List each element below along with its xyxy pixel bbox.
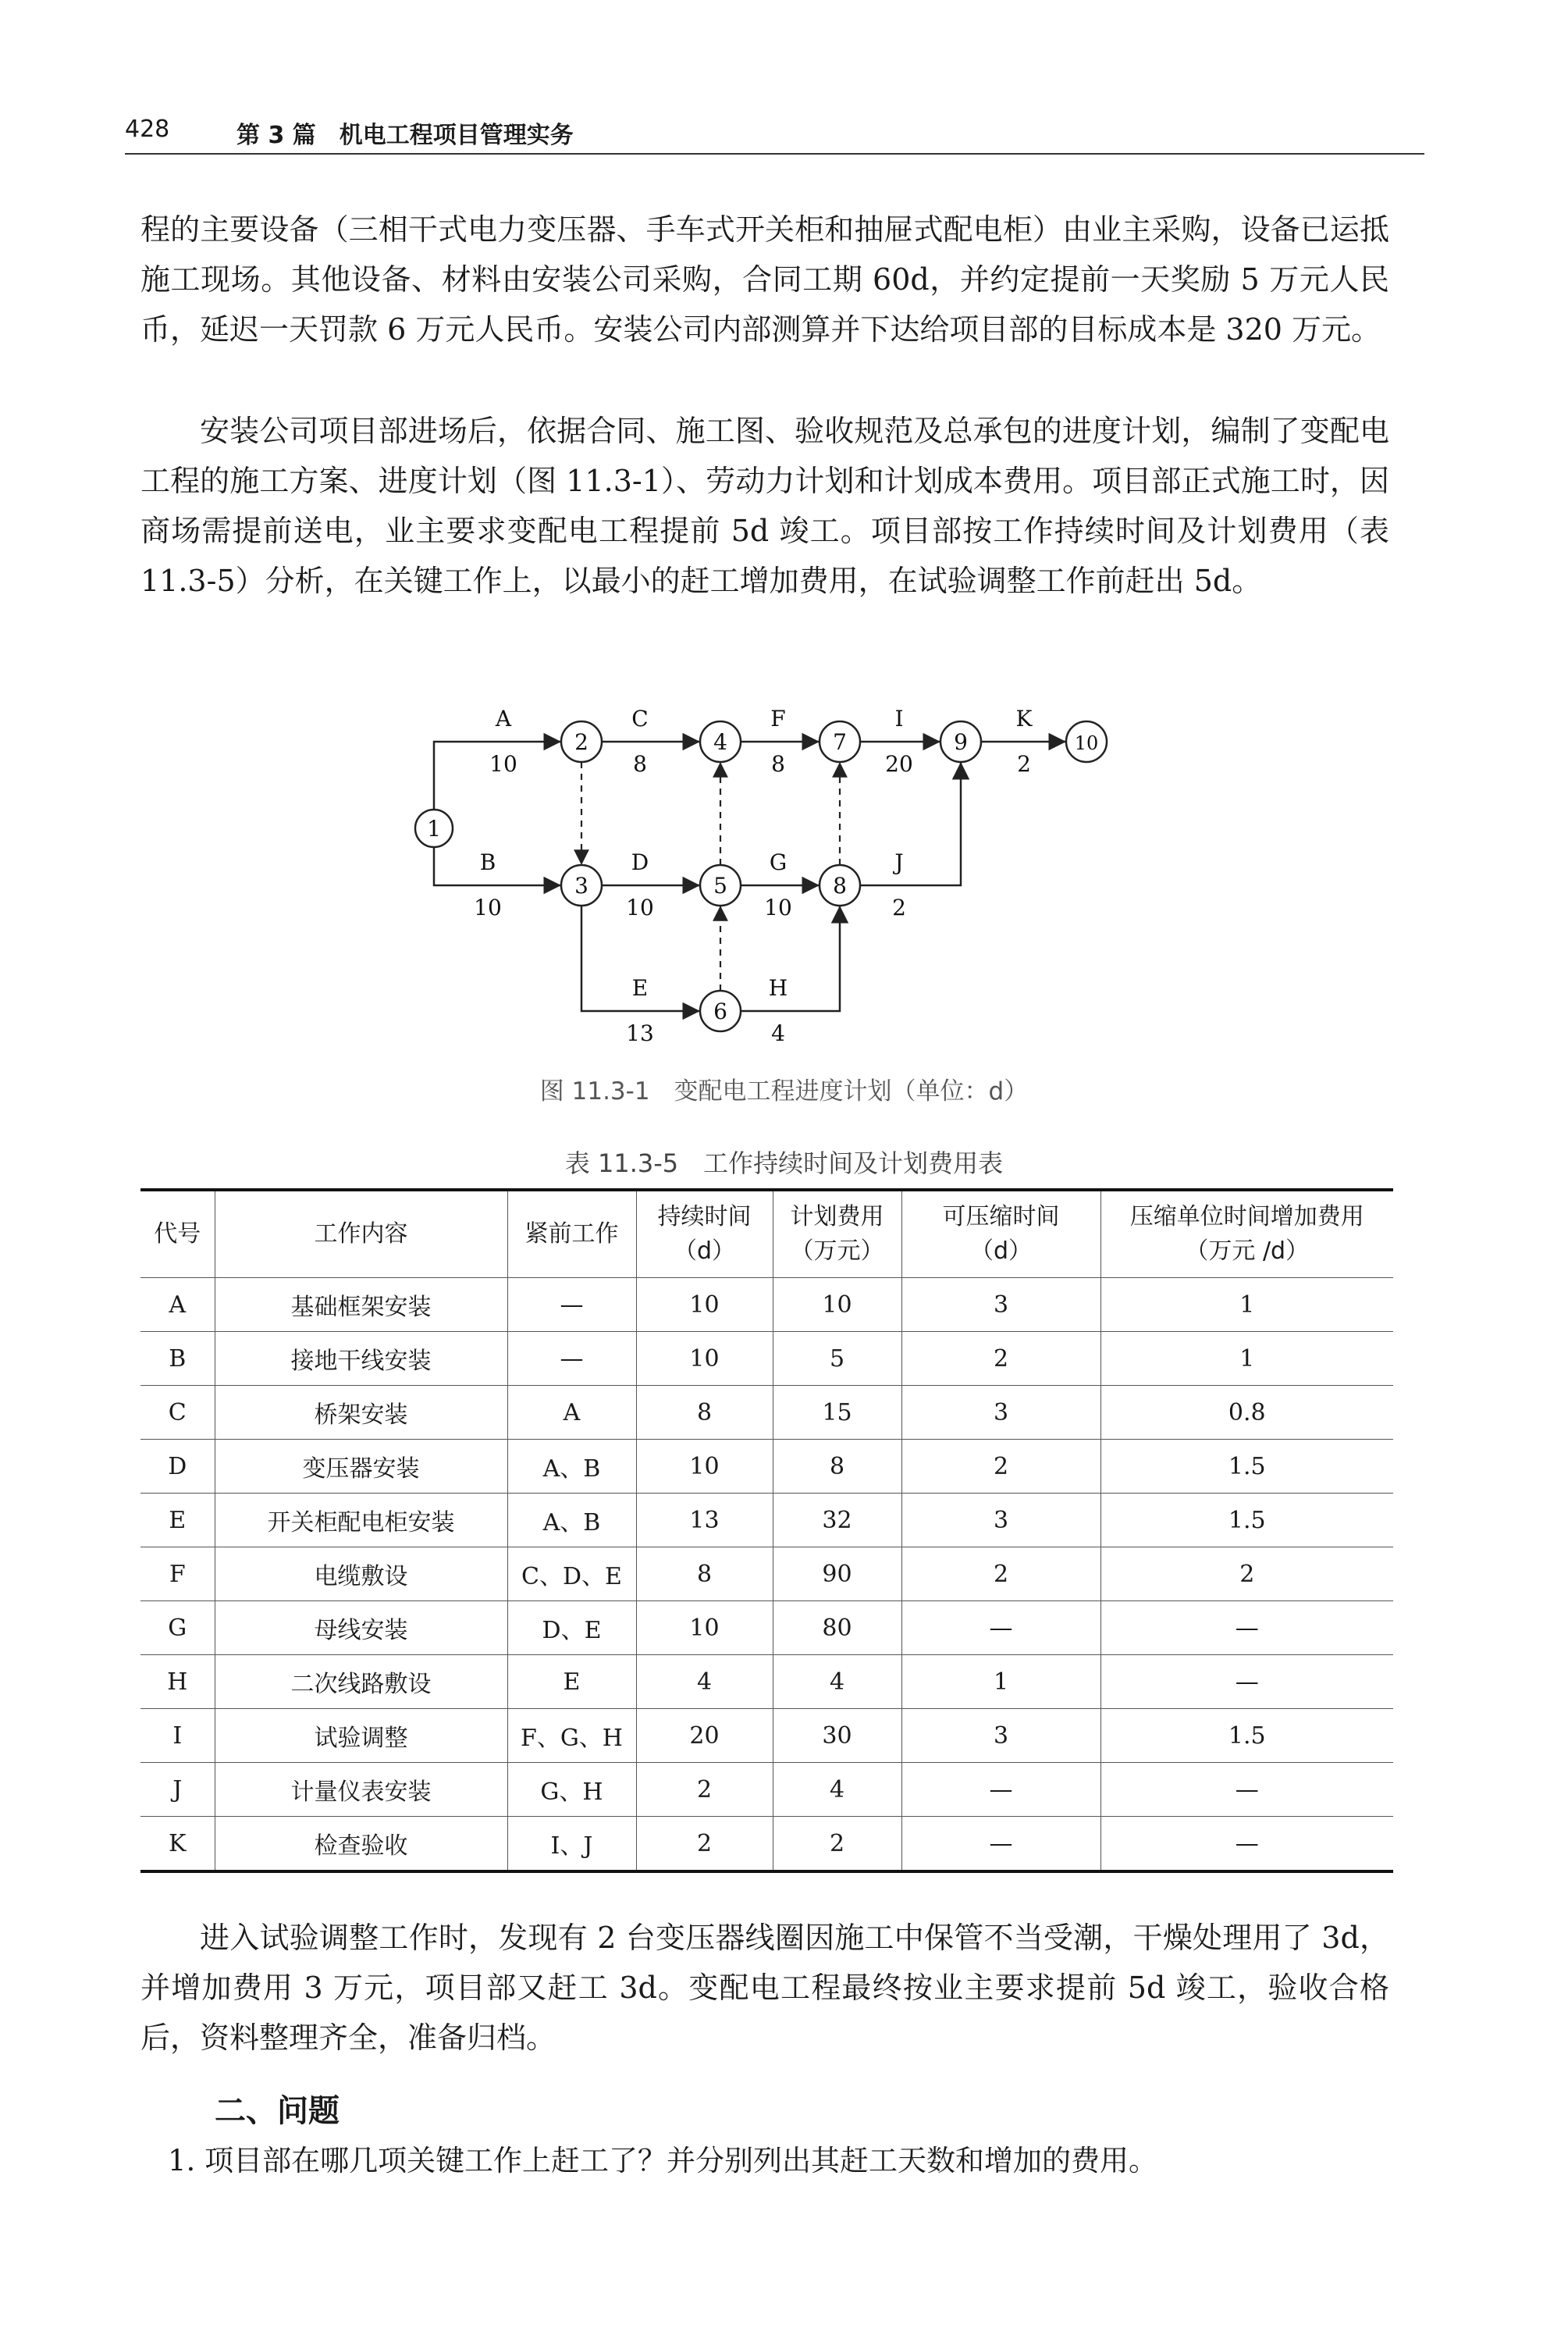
cell-duration: 20	[636, 1709, 773, 1763]
cell-unit-cost: 1	[1100, 1278, 1393, 1332]
header-unit-cost: 压缩单位时间增加费用 （万元 /d）	[1100, 1190, 1393, 1278]
cell-compressible: 3	[901, 1386, 1100, 1440]
cell-compressible: 2	[901, 1440, 1100, 1494]
cell-cost: 90	[773, 1547, 901, 1601]
table-row	[140, 1601, 1393, 1655]
cell-content: 试验调整	[215, 1709, 507, 1763]
cell-predecessor: E	[507, 1655, 636, 1709]
activity-name: D	[631, 849, 649, 875]
work-duration-cost-table	[140, 1188, 1393, 1873]
header-compressible: 可压缩时间 （d）	[901, 1190, 1100, 1278]
cell-predecessor: F、G、H	[507, 1709, 636, 1763]
section-title: 二、问题	[215, 2093, 340, 2129]
cell-code: I	[140, 1709, 215, 1763]
cell-cost: 5	[773, 1332, 901, 1386]
activity-name: A	[495, 706, 512, 732]
cell-unit-cost: 1.5	[1100, 1709, 1393, 1763]
arrow-j	[860, 762, 961, 885]
activity-name: F	[770, 706, 786, 732]
header-predecessor: 紧前工作	[507, 1190, 636, 1278]
node-label: 9	[954, 729, 968, 755]
node-label: 5	[713, 873, 727, 899]
activity-duration: 2	[892, 895, 906, 920]
cell-cost: 15	[773, 1386, 901, 1440]
node-label: 3	[574, 873, 588, 899]
cell-code: F	[140, 1547, 215, 1601]
activity-duration: 10	[474, 895, 502, 920]
cell-predecessor: —	[507, 1278, 636, 1332]
activity-name: I	[894, 706, 904, 732]
header-duration: 持续时间 （d）	[636, 1190, 773, 1278]
cell-unit-cost: 1.5	[1100, 1440, 1393, 1494]
header-cost: 计划费用 （万元）	[773, 1190, 901, 1278]
arrow-h	[741, 906, 840, 1011]
header-rule	[125, 153, 1424, 155]
cell-content: 基础框架安装	[215, 1278, 507, 1332]
running-title: 第 3 篇 机电工程项目管理实务	[236, 122, 574, 149]
table-row	[140, 1655, 1393, 1709]
cell-cost: 80	[773, 1601, 901, 1655]
cell-cost: 2	[773, 1817, 901, 1872]
cell-code: H	[140, 1655, 215, 1709]
cell-duration: 10	[636, 1278, 773, 1332]
cell-duration: 10	[636, 1601, 773, 1655]
activity-duration: 4	[771, 1020, 785, 1046]
cell-unit-cost: 1.5	[1100, 1494, 1393, 1547]
cell-compressible: 2	[901, 1332, 1100, 1386]
paragraph-3: 进入试验调整工作时，发现有 2 台变压器线圈因施工中保管不当受潮，干燥处理用了 3d，并增加费用 3 万元，项目部又赶工 3d。变配电工程最终按业主要求提前 5d 竣工，验收合格后，资料整理齐全，准备归档。	[140, 1921, 1389, 2055]
cell-content: 检查验收	[215, 1817, 507, 1872]
header-content: 工作内容	[215, 1190, 507, 1278]
activity-name: B	[479, 849, 496, 875]
cell-code: D	[140, 1440, 215, 1494]
activity-duration: 10	[489, 751, 517, 777]
table-row	[140, 1709, 1393, 1763]
cell-cost: 8	[773, 1440, 901, 1494]
cell-cost: 10	[773, 1278, 901, 1332]
cell-duration: 10	[636, 1332, 773, 1386]
table-row	[140, 1440, 1393, 1494]
activity-duration: 10	[626, 895, 654, 920]
cell-code: B	[140, 1332, 215, 1386]
cell-predecessor: A、B	[507, 1440, 636, 1494]
cell-duration: 4	[636, 1655, 773, 1709]
table-row	[140, 1547, 1393, 1601]
header-code: 代号	[140, 1190, 215, 1278]
cell-compressible: 1	[901, 1655, 1100, 1709]
paragraph-1: 程的主要设备（三相干式电力变压器、手车式开关柜和抽屉式配电柜）由业主采购，设备已运抵施工现场。其他设备、材料由安装公司采购，合同工期 60d，并约定提前一天奖励 5 万元人民币，延迟一天罚款 6 万元人民币。安装公司内部测算并下达给项目部的目标成本是 320 万元。	[140, 212, 1389, 347]
arrow-b	[434, 843, 561, 885]
node-label: 6	[713, 999, 727, 1024]
activity-duration: 13	[626, 1020, 654, 1046]
cell-compressible: 3	[901, 1709, 1100, 1763]
cell-unit-cost: —	[1100, 1763, 1393, 1817]
cell-cost: 30	[773, 1709, 901, 1763]
paragraph-2: 安装公司项目部进场后，依据合同、施工图、验收规范及总承包的进度计划，编制了变配电工程的施工方案、进度计划（图 11.3-1）、劳动力计划和计划成本费用。项目部正式施工时，因商场需提前送电，业主要求变配电工程提前 5d 竣工。项目部按工作持续时间及计划费用（表 11.3-5）分析，在关键工作上，以最小的赶工增加费用，在试验调整工作前赶出 5d。	[140, 414, 1389, 598]
cell-unit-cost: —	[1100, 1655, 1393, 1709]
table-row	[140, 1817, 1393, 1872]
cell-compressible: —	[901, 1763, 1100, 1817]
cell-duration: 2	[636, 1763, 773, 1817]
cell-cost: 4	[773, 1763, 901, 1817]
cell-predecessor: G、H	[507, 1763, 636, 1817]
activity-name: H	[768, 975, 788, 1001]
node-label: 10	[1074, 732, 1099, 754]
cell-content: 开关柜配电柜安装	[215, 1494, 507, 1547]
table-row	[140, 1763, 1393, 1817]
question-1: 1. 项目部在哪几项关键工作上赶工了？并分别列出其赶工天数和增加的费用。	[168, 2144, 1158, 2177]
cell-unit-cost: 1	[1100, 1332, 1393, 1386]
cell-cost: 32	[773, 1494, 901, 1547]
cell-content: 二次线路敷设	[215, 1655, 507, 1709]
activity-duration: 8	[633, 751, 647, 777]
cell-predecessor: A、B	[507, 1494, 636, 1547]
cell-code: A	[140, 1278, 215, 1332]
cell-predecessor: A	[507, 1386, 636, 1440]
activity-duration: 20	[885, 751, 913, 777]
table-row	[140, 1494, 1393, 1547]
cell-content: 桥架安装	[215, 1386, 507, 1440]
activity-duration: 8	[771, 751, 785, 777]
table-row	[140, 1386, 1393, 1440]
figure-caption: 图 11.3-1 变配电工程进度计划（单位：d）	[539, 1077, 1029, 1106]
cell-compressible: 3	[901, 1494, 1100, 1547]
cell-duration: 2	[636, 1817, 773, 1872]
cell-code: J	[140, 1763, 215, 1817]
cell-unit-cost: 2	[1100, 1547, 1393, 1601]
cell-duration: 10	[636, 1440, 773, 1494]
cell-predecessor: D、E	[507, 1601, 636, 1655]
cell-code: E	[140, 1494, 215, 1547]
cell-compressible: 2	[901, 1547, 1100, 1601]
cell-duration: 8	[636, 1547, 773, 1601]
cell-content: 母线安装	[215, 1601, 507, 1655]
cell-compressible: —	[901, 1817, 1100, 1872]
cell-code: K	[140, 1817, 215, 1872]
node-label: 8	[833, 873, 847, 899]
table-header-row	[140, 1190, 1393, 1278]
cell-predecessor: I、J	[507, 1817, 636, 1872]
cell-content: 变压器安装	[215, 1440, 507, 1494]
network-diagram	[390, 679, 1171, 1054]
cell-compressible: —	[901, 1601, 1100, 1655]
page-number: 428	[125, 116, 170, 143]
cell-code: G	[140, 1601, 215, 1655]
cell-cost: 4	[773, 1655, 901, 1709]
activity-name: G	[769, 849, 788, 875]
table-row	[140, 1278, 1393, 1332]
node-label: 2	[574, 729, 588, 755]
cell-predecessor: C、D、E	[507, 1547, 636, 1601]
cell-content: 电缆敷设	[215, 1547, 507, 1601]
node-label: 1	[427, 816, 441, 842]
activity-duration: 10	[764, 895, 792, 920]
activity-duration: 2	[1017, 751, 1031, 777]
activity-name: E	[631, 975, 649, 1001]
cell-predecessor: —	[507, 1332, 636, 1386]
node-label: 7	[833, 729, 847, 755]
table-caption: 表 11.3-5 工作持续时间及计划费用表	[564, 1148, 1004, 1178]
table-row	[140, 1332, 1393, 1386]
activity-name: K	[1015, 706, 1033, 732]
page-header	[125, 109, 1424, 156]
cell-unit-cost: —	[1100, 1817, 1393, 1872]
activity-name: J	[894, 849, 904, 875]
node-label: 4	[713, 729, 727, 755]
cell-content: 计量仪表安装	[215, 1763, 507, 1817]
cell-compressible: 3	[901, 1278, 1100, 1332]
cell-code: C	[140, 1386, 215, 1440]
cell-duration: 8	[636, 1386, 773, 1440]
activity-name: C	[631, 706, 649, 732]
cell-content: 接地干线安装	[215, 1332, 507, 1386]
cell-unit-cost: 0.8	[1100, 1386, 1393, 1440]
cell-duration: 13	[636, 1494, 773, 1547]
cell-unit-cost: —	[1100, 1601, 1393, 1655]
